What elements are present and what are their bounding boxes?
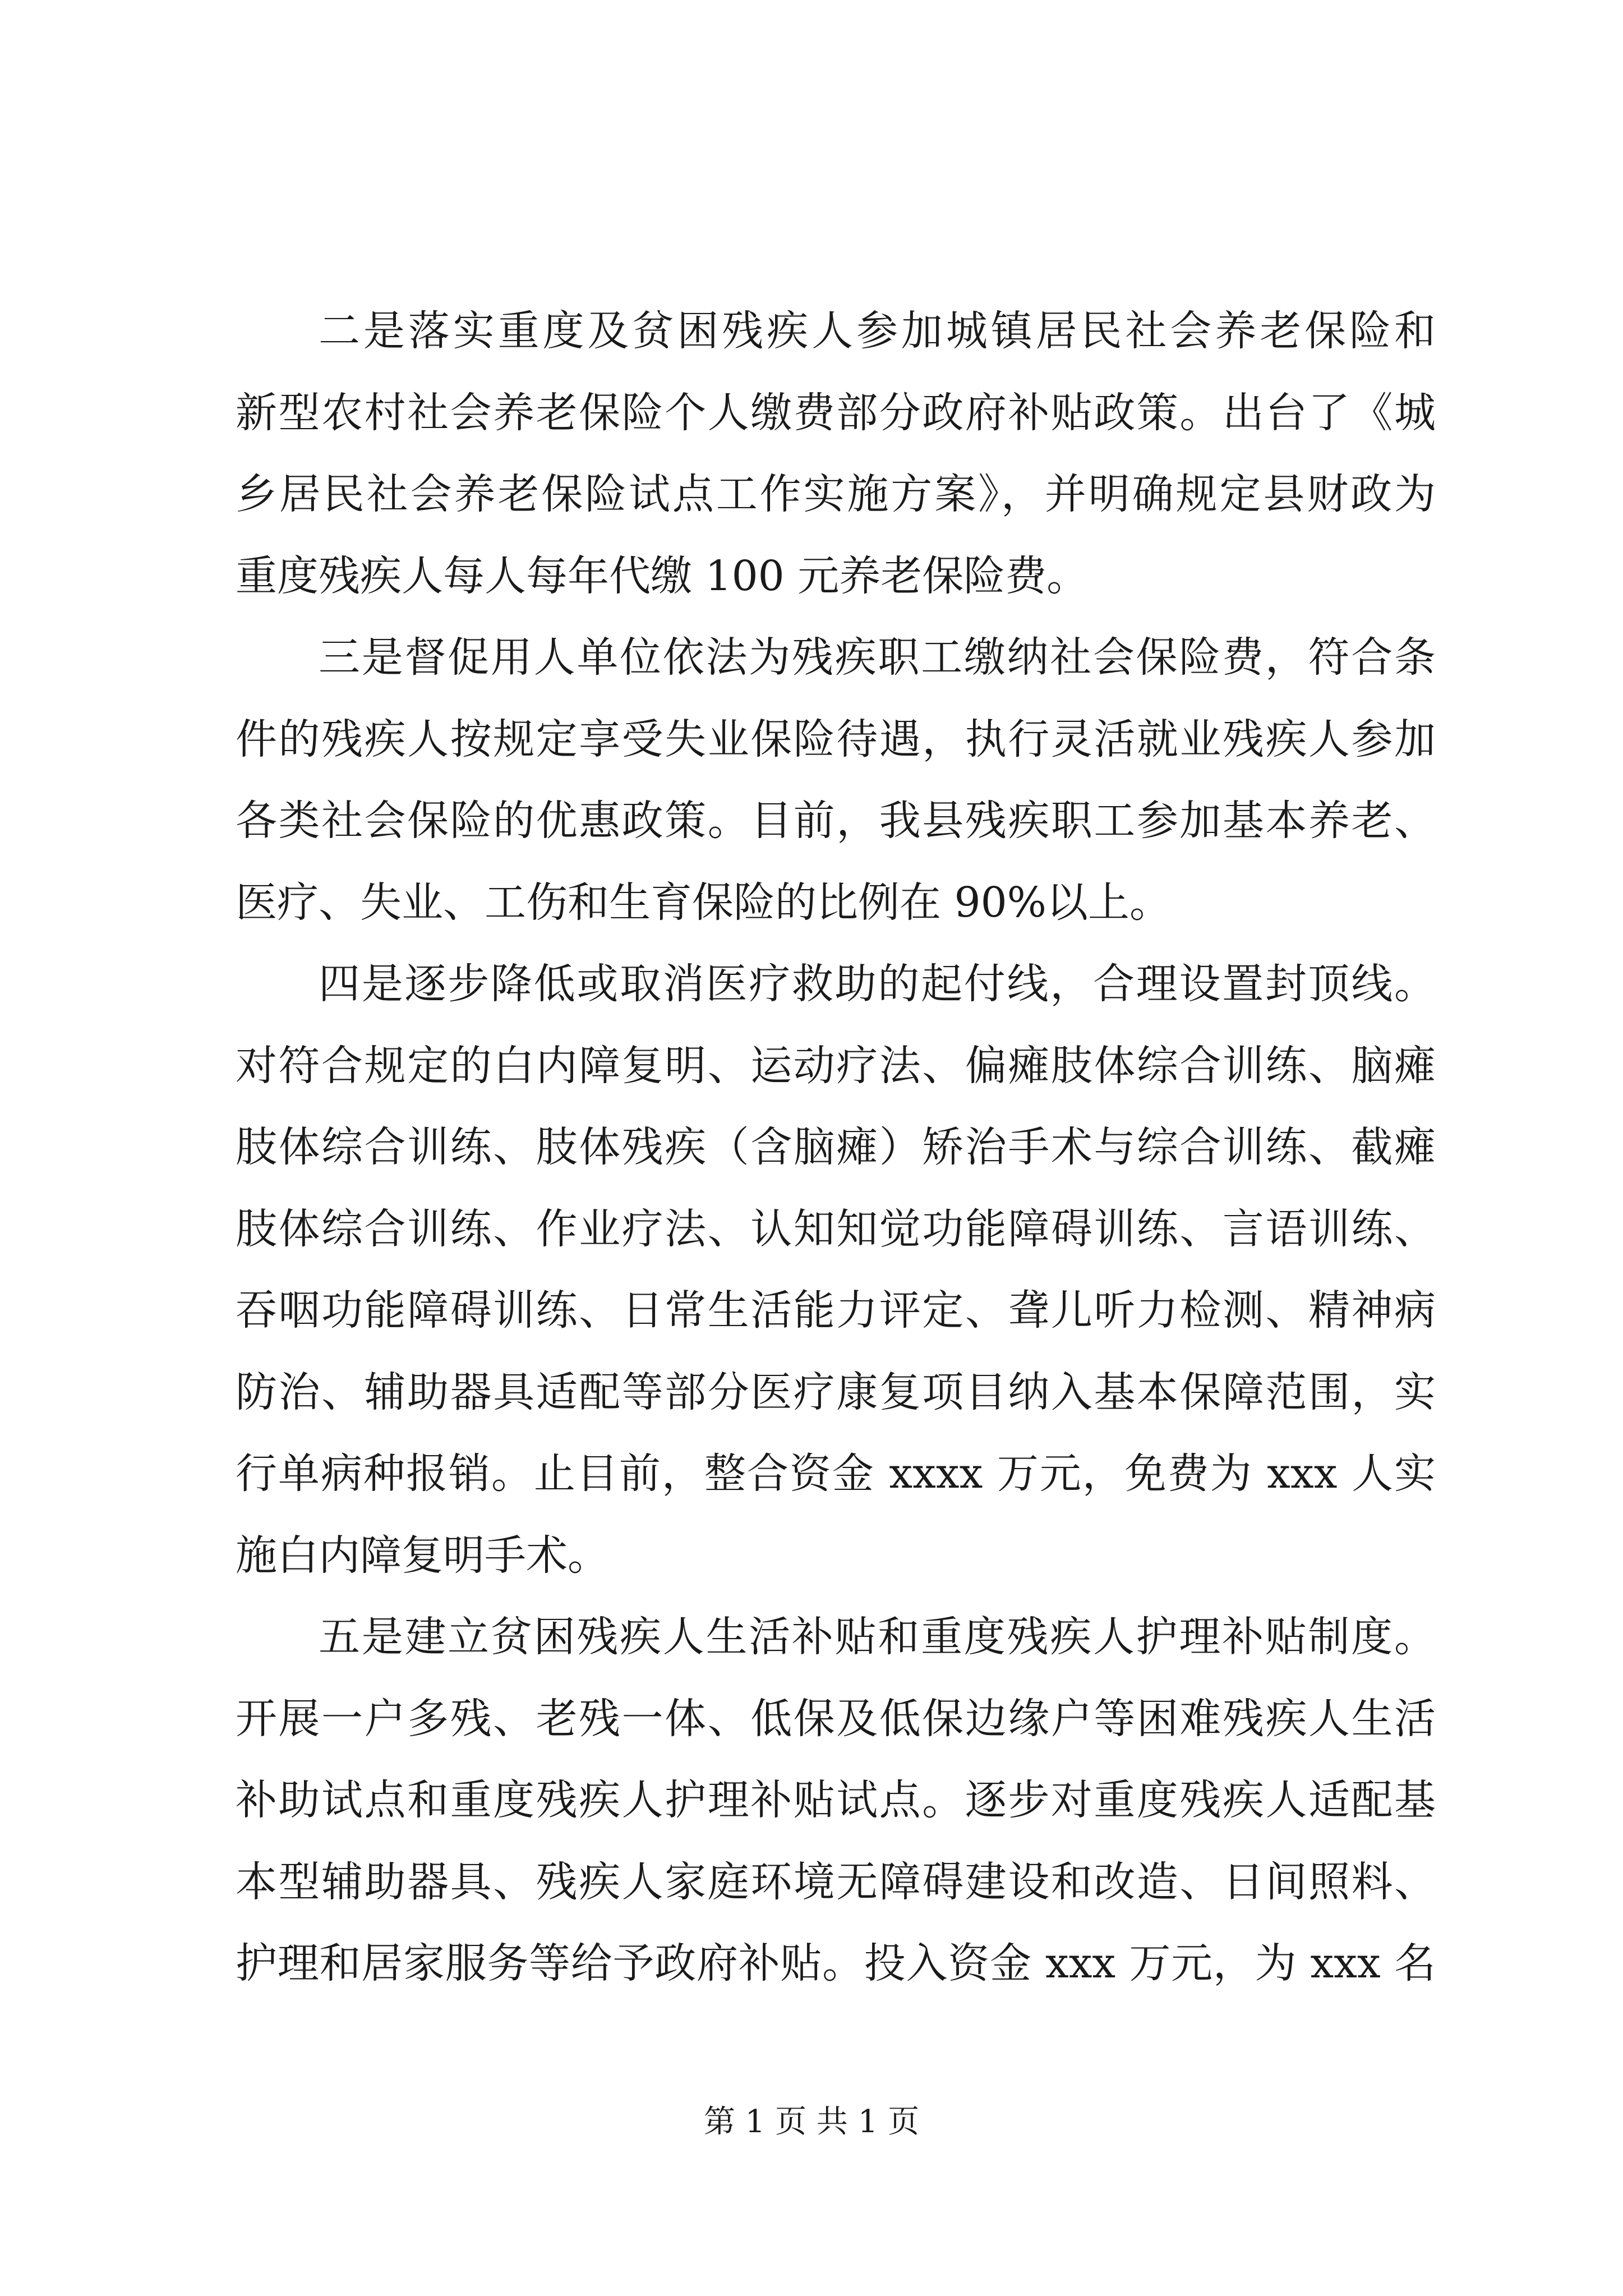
paragraph-line: 肢体综合训练、肢体残疾（含脑瘫）矫治手术与综合训练、截瘫 (236, 1123, 1436, 1171)
paragraph-line: 行单病种报销。止目前，整合资金 xxxx 万元，免费为 xxx 人实 (236, 1450, 1436, 1498)
paragraph-line: 四是逐步降低或取消医疗救助的起付线，合理设置封顶线。 (319, 960, 1436, 1008)
paragraph-line: 防治、辅助器具适配等部分医疗康复项目纳入基本保障范围，实 (236, 1368, 1436, 1416)
paragraph-line: 对符合规定的白内障复明、运动疗法、偏瘫肢体综合训练、脑瘫 (236, 1041, 1436, 1090)
paragraph-line: 本型辅助器具、残疾人家庭环境无障碍建设和改造、日间照料、 (236, 1857, 1436, 1906)
document-body (236, 291, 1436, 2005)
paragraph-line: 新型农村社会养老保险个人缴费部分政府补贴政策。出台了《城 (236, 388, 1436, 437)
paragraph-line: 护理和居家服务等给予政府补贴。投入资金 xxx 万元，为 xxx 名 (236, 1939, 1436, 1987)
paragraph-line: 三是督促用人单位依法为残疾职工缴纳社会保险费，符合条 (319, 633, 1436, 682)
paragraph (236, 617, 1436, 944)
paragraph-line: 开展一户多残、老残一体、低保及低保边缘户等困难残疾人生活 (236, 1694, 1436, 1743)
paragraph-line: 吞咽功能障碍训练、日常生活能力评定、聋儿听力检测、精神病 (236, 1286, 1436, 1335)
paragraph-line: 二是落实重度及贫困残疾人参加城镇居民社会养老保险和 (319, 307, 1436, 355)
page-footer: 第 1 页 共 1 页 (703, 2104, 920, 2140)
paragraph-line: 重度残疾人每人每年代缴 100 元养老保险费。 (236, 551, 1089, 600)
paragraph-line: 医疗、失业、工伤和生育保险的比例在 90%以上。 (236, 878, 1171, 927)
paragraph (236, 1596, 1436, 2005)
paragraph-line: 乡居民社会养老保险试点工作实施方案》，并明确规定县财政为 (236, 470, 1436, 518)
paragraph-line: 补助试点和重度残疾人护理补贴试点。逐步对重度残疾人适配基 (236, 1776, 1436, 1824)
paragraph (236, 291, 1436, 617)
paragraph-line: 五是建立贫困残疾人生活补贴和重度残疾人护理补贴制度。 (319, 1613, 1436, 1661)
paragraph (236, 944, 1436, 1596)
paragraph-line: 肢体综合训练、作业疗法、认知知觉功能障碍训练、言语训练、 (236, 1204, 1436, 1253)
paragraph-line: 件的残疾人按规定享受失业保险待遇，执行灵活就业残疾人参加 (236, 715, 1436, 763)
paragraph-line: 各类社会保险的优惠政策。目前，我县残疾职工参加基本养老、 (236, 797, 1436, 845)
paragraph-line: 施白内障复明手术。 (236, 1531, 609, 1580)
